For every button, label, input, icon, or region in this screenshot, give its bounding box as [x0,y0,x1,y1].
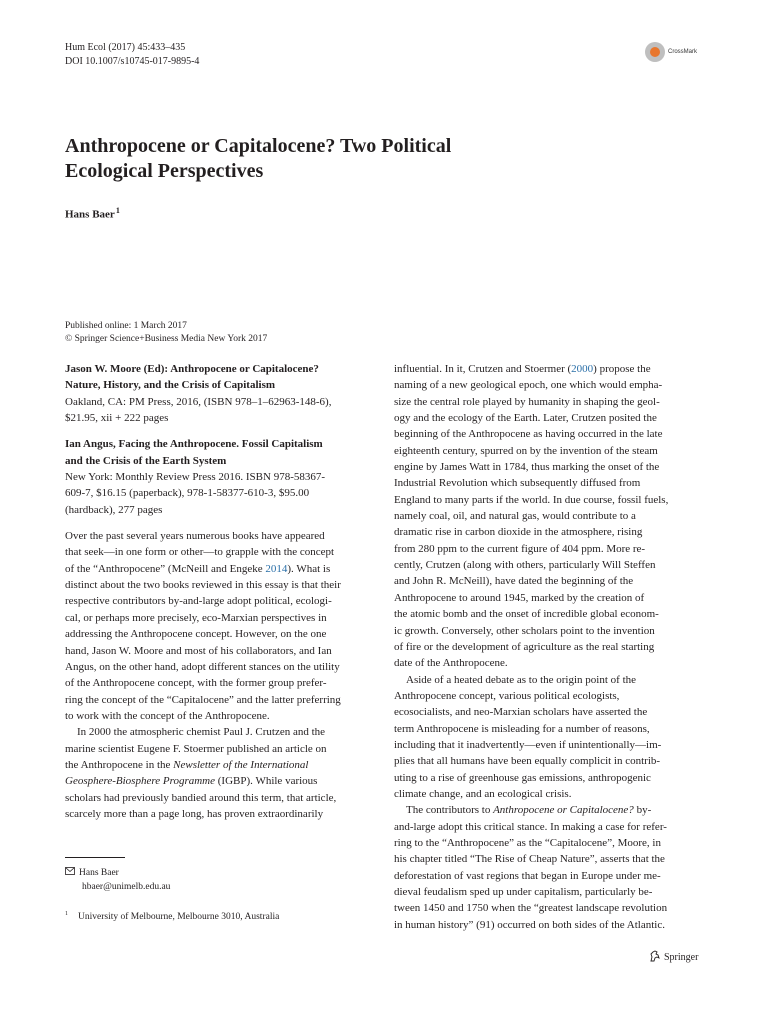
author-affil-marker: 1 [115,206,120,215]
contact-name: Hans Baer [79,868,119,878]
crossmark-icon [645,42,665,62]
publication-info [65,320,267,346]
paragraph-capitalocene: The contributors to Anthropocene or Capitalocene? by- and-large adopt this critical stance. In making a case for refer- ring to the “Anthropocene” as the “Capitalocene”, Moore, in his chapter titled “The Rise of Cheap Nature”, asserts that the deforestation of vast regions that began in Europe under me- dieval feudalism sped up under capitalism, particularly be- tween 1450 and 1750 when the “greatest landscape revolution in human history” (91) occurred on both sides of the Atlantic. [394,804,668,931]
book-1-heading: Jason W. Moore (Ed): Anthropocene or Capitalocene? Nature, History, and the Crisis of Capitalism [65,363,319,392]
citation-link-2000[interactable]: 2000 [571,363,594,375]
journal-line: Hum Ecol (2017) 45:433–435 [65,42,186,53]
envelope-icon [65,866,79,880]
book-1-details: Oakland, CA: PM Press, 2016, (ISBN 978–1–62963-148-6), $21.95, xii + 222 pages [65,395,332,425]
left-column [65,361,374,822]
journal-meta [65,41,199,69]
springer-horse-icon [649,950,661,965]
corresponding-author [65,866,170,894]
affiliation-number: 1 [65,911,68,917]
published-date: Published online: 1 March 2017 [65,321,187,331]
paragraph-crutzen-intro: In 2000 the atmospheric chemist Paul J. Crutzen and the marine scientist Eugene F. Stoermer published an article on the Anthropocene in the Newsletter of the International Geosphere-Biosphere Programme (IGBP). While various scholars had previously bandied around this term, that article, scarcely more than a page long, has proven extraordinarily [65,726,337,820]
right-column [394,361,703,933]
citation-link-2014[interactable]: 2014 [265,562,288,575]
footnote-divider [65,857,125,858]
title-line-2: Ecological Perspectives [65,160,264,182]
author-text: Hans Baer [65,208,115,221]
affiliation-text: University of Melbourne, Melbourne 3010, Australia [78,912,280,923]
publisher-logo [649,950,698,965]
affiliation [65,911,279,922]
copyright: © Springer Science+Business Media New York 2017 [65,334,268,344]
book-2-heading: Ian Angus, Facing the Anthropocene. Fossil Capitalism and the Crisis of the Earth System [65,438,323,467]
publisher-name: Springer [664,952,699,963]
crossmark-label: CrossMark [668,49,698,55]
doi-line: DOI 10.1007/s10745-017-9895-4 [65,56,200,67]
author-name [65,206,120,221]
title-line-1: Anthropocene or Capitalocene? Two Political [65,135,452,157]
crossmark-badge[interactable] [645,42,697,62]
contact-email[interactable]: hbaer@unimelb.edu.au [82,882,171,892]
article-title [65,134,545,184]
paragraph-intro: Over the past several years numerous books have appeared that seek—in one form or other—to grapple with the concept of the “Anthropocene” (McNeill and Engeke 2014). What is distinct about the two books reviewed in this essay is that their respective contributors by-and-large adopt political, ecologi- cal, or perhaps more precisely, eco-Marxian perspectives in addressing the Anthropocene concept. However, on the one hand, Jason W. Moore and most of his collaborators, and Ian Angus, on the other hand, adopt different stances on the utility of the Anthropocene concept, with the former group prefer- ring the concept of the “Capitalocene” and the latter preferring to work with the concept of the Anthropocene. [65,530,341,722]
book-2-details: New York: Monthly Review Press 2016. ISBN 978-58367- 609-7, $16.15 (paperback), 978-1-58377-610-3, $95.00 (hardback), 277 pages [65,471,326,516]
book-entry-2 [65,436,374,518]
paragraph-critique: Aside of a heated debate as to the origin point of the Anthropocene concept, various political ecologists, ecosocialists, and neo-Marxian scholars have asserted the term Anthropocene is misleading for a number of reasons, including that it inadvertently—even if unintentionally—im- plies that all humans have been equally complicit in contrib- uting to a rise of greenhouse gas emissions, anthropogenic climate change, and an ecological crisis. [394,673,662,800]
book-entry-1 [65,361,374,426]
paragraph-crutzen-proposal: influential. In it, Crutzen and Stoermer (2000) propose the naming of a new geological epoch, one which would empha- size the central role played by humanity in shaping the geol- ogy and the ecology of the Earth. Later, Crutzen posited the beginning of the Anthropocene as having occurred in the late eighteenth century, spurred on by the invention of the steam engine by James Watt in 1784, thus marking the onset of the Industrial Revolution which subsequently diffused from England to many parts if the world. In due course, fossil fuels, namely coal, oil, and natural gas, would contribute to a dramatic rise in carbon dioxide in the atmosphere, rising from 280 ppm to the current figure of 404 ppm. More re- cently, Crutzen (along with others, particularly Will Steffen and John R. McNeill), have dated the beginning of the Anthropocene to around 1945, marked by the creation of the atomic bomb and the onset of incredible global econom- ic growth. Conversely, other scholars point to the invention of fire or the development of agriculture as the real starting date of the Anthropocene. [394,363,669,670]
